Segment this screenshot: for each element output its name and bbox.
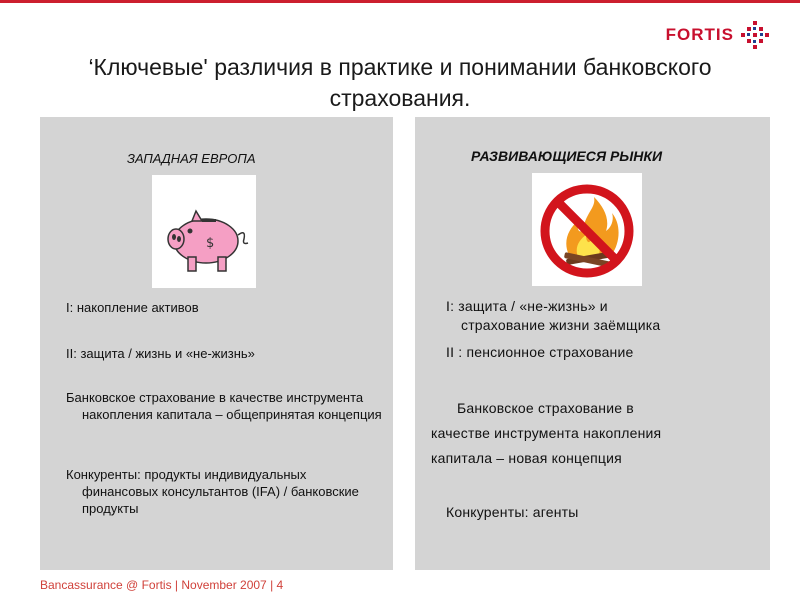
emerging-markets-panel <box>415 117 770 570</box>
right-paragraph-1-line-2: качестве инструмента накопления <box>431 425 662 441</box>
piggy-bank-icon <box>152 175 256 288</box>
right-item-1-line-2: страхование жизни заёмщика <box>461 317 661 333</box>
emerging-markets-heading: РАЗВИВАЮЩИЕСЯ РЫНКИ <box>471 148 663 164</box>
right-paragraph-1-line-1: Банковское страхование в <box>457 400 634 416</box>
page-title <box>20 52 780 114</box>
top-accent-rule <box>0 0 800 3</box>
fortis-logo <box>666 20 770 50</box>
western-europe-heading: ЗАПАДНАЯ ЕВРОПА <box>127 151 256 166</box>
logo-mark-icon <box>740 20 770 50</box>
footer-text: Bancassurance @ Fortis | November 2007 | 4 <box>40 578 284 592</box>
western-europe-panel <box>40 117 393 570</box>
left-item-2: II: защита / жизнь и «не-жизнь» <box>66 346 255 361</box>
piggy-bank-picture <box>152 175 256 288</box>
svg-text:$: $ <box>206 236 215 251</box>
title-line-1: ‘Ключевые' различия в практике и понимании банковского <box>88 54 712 80</box>
no-fire-picture <box>532 173 642 286</box>
title-line-2: страхования. <box>329 85 471 111</box>
left-item-1: I: накопление активов <box>66 300 199 315</box>
right-paragraph-2: Конкуренты: агенты <box>446 504 579 520</box>
right-paragraph-1-line-3: капитала – новая концепция <box>431 450 622 466</box>
no-fire-icon <box>532 173 642 286</box>
left-paragraph-2: Конкуренты: продукты индивидуальных финансовых консультантов (IFA) / банковские продукты <box>66 467 359 516</box>
right-item-2: II : пенсионное страхование <box>446 344 634 360</box>
right-item-1-line-1: I: защита / «не-жизнь» и <box>446 298 608 314</box>
left-paragraph-1: Банковское страхование в качестве инструмента накопления капитала – общепринятая концепция <box>66 390 382 422</box>
logo-text: FORTIS <box>665 25 734 44</box>
